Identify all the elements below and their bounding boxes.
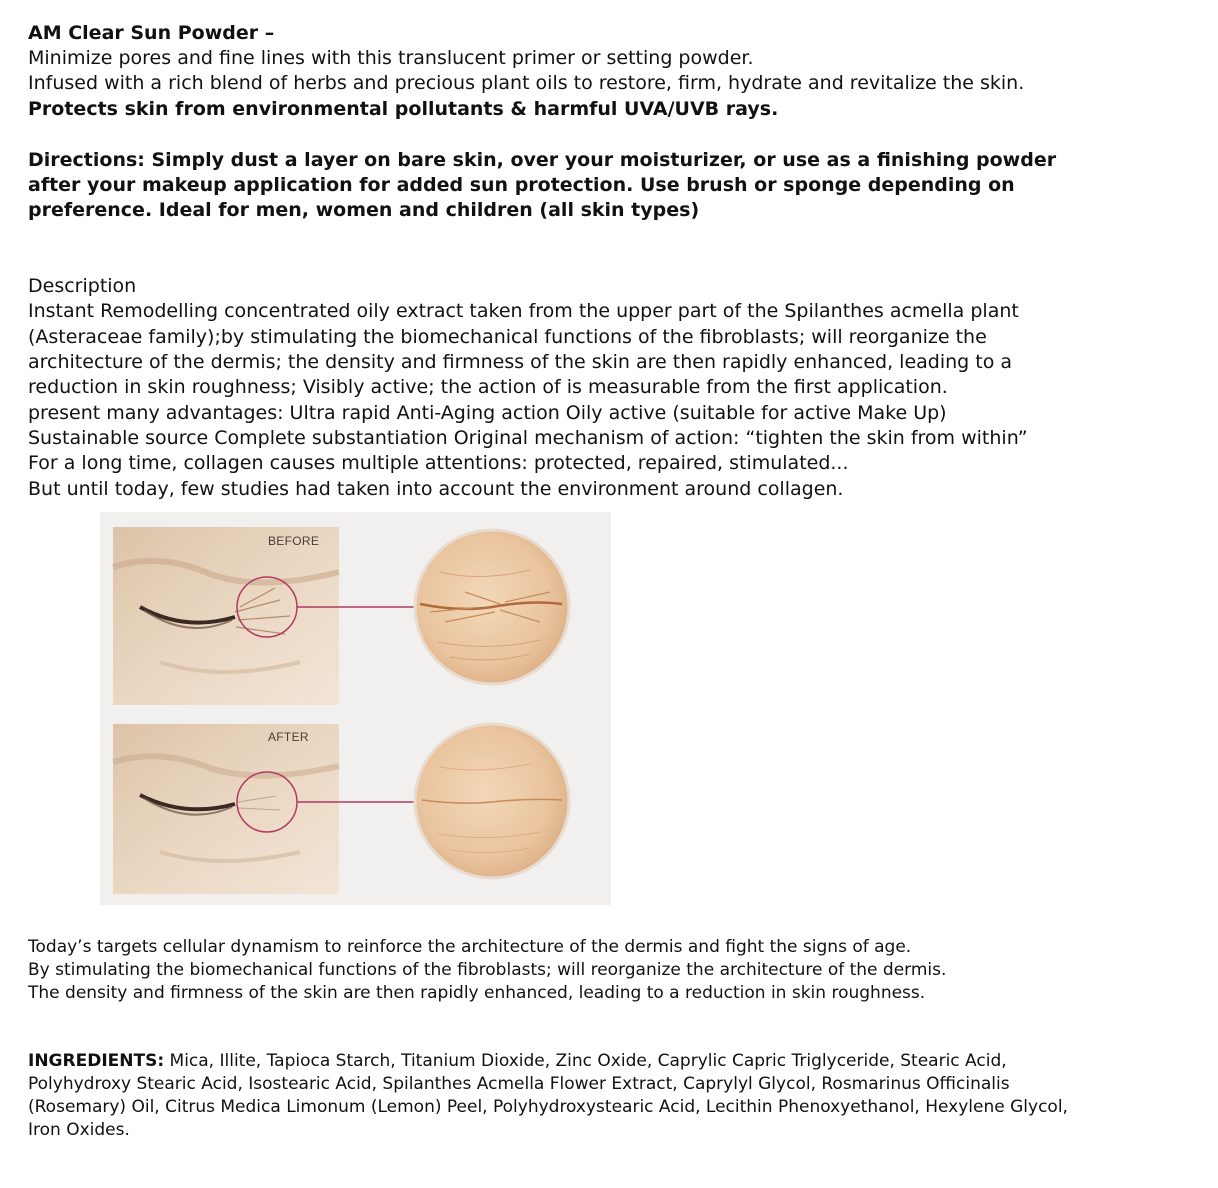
before-panel <box>113 527 415 705</box>
before-after-figure <box>100 512 611 905</box>
before-closeup <box>415 530 569 684</box>
ingredients-text: Mica, Illite, Tapioca Starch, Titanium Dioxide, Zinc Oxide, Caprylic Capric Triglyceride, Stearic Acid, <box>164 1051 1007 1071</box>
description-heading: Description <box>28 275 137 297</box>
description-line: Instant Remodelling concentrated oily extract taken from the upper part of the Spilanthes acmella plant <box>28 300 1019 322</box>
intro-line-1: Minimize pores and fine lines with this translucent primer or setting powder. <box>28 47 754 69</box>
ingredients-line-2: Polyhydroxy Stearic Acid, Isostearic Acid, Spilanthes Acmella Flower Extract, Caprylyl Glycol, Rosmarinus Officinalis <box>28 1074 1010 1094</box>
before-label: BEFORE <box>268 534 320 548</box>
description-line: But until today, few studies had taken into account the environment around collagen. <box>28 478 844 500</box>
ingredients-line-4: Iron Oxides. <box>28 1120 130 1140</box>
after-closeup <box>415 724 569 878</box>
description-line: Sustainable source Complete substantiation Original mechanism of action: “tighten the skin from within” <box>28 427 1028 449</box>
directions-line-3: preference. Ideal for men, women and children (all skin types) <box>28 199 700 221</box>
description-line: (Asteraceae family);by stimulating the biomechanical functions of the fibroblasts; will reorganize the <box>28 326 987 348</box>
protection-claim: Protects skin from environmental pollutants & harmful UVA/UVB rays. <box>28 98 779 120</box>
ingredients-line-1 <box>28 1050 1007 1073</box>
ingredients-line-3: (Rosemary) Oil, Citrus Medica Limonum (Lemon) Peel, Polyhydroxystearic Acid, Lecithin Phenoxyethanol, Hexylene Glycol, <box>28 1097 1068 1117</box>
targets-line: The density and firmness of the skin are then rapidly enhanced, leading to a reduction in skin roughness. <box>28 983 926 1003</box>
targets-line: By stimulating the biomechanical functions of the fibroblasts; will reorganize the architecture of the dermis. <box>28 960 947 980</box>
directions-line-1: Directions: Simply dust a layer on bare skin, over your moisturizer, or use as a finishing powder <box>28 149 1057 171</box>
ingredients-label: INGREDIENTS: <box>28 1051 165 1071</box>
description-line: For a long time, collagen causes multiple attentions: protected, repaired, stimulated... <box>28 452 849 474</box>
after-panel <box>113 724 415 894</box>
intro-line-2: Infused with a rich blend of herbs and precious plant oils to restore, firm, hydrate and revitalize the skin. <box>28 72 1025 94</box>
description-line: reduction in skin roughness; Visibly active; the action of is measurable from the first application. <box>28 376 948 398</box>
description-line: architecture of the dermis; the density and firmness of the skin are then rapidly enhanced, leading to a <box>28 351 1013 373</box>
description-line: present many advantages: Ultra rapid Anti-Aging action Oily active (suitable for active Make Up) <box>28 402 947 424</box>
directions-line-2: after your makeup application for added sun protection. Use brush or sponge depending on <box>28 174 1015 196</box>
targets-line: Today’s targets cellular dynamism to reinforce the architecture of the dermis and fight the signs of age. <box>28 937 912 957</box>
after-label: AFTER <box>268 730 309 744</box>
product-title: AM Clear Sun Powder – <box>28 22 275 44</box>
